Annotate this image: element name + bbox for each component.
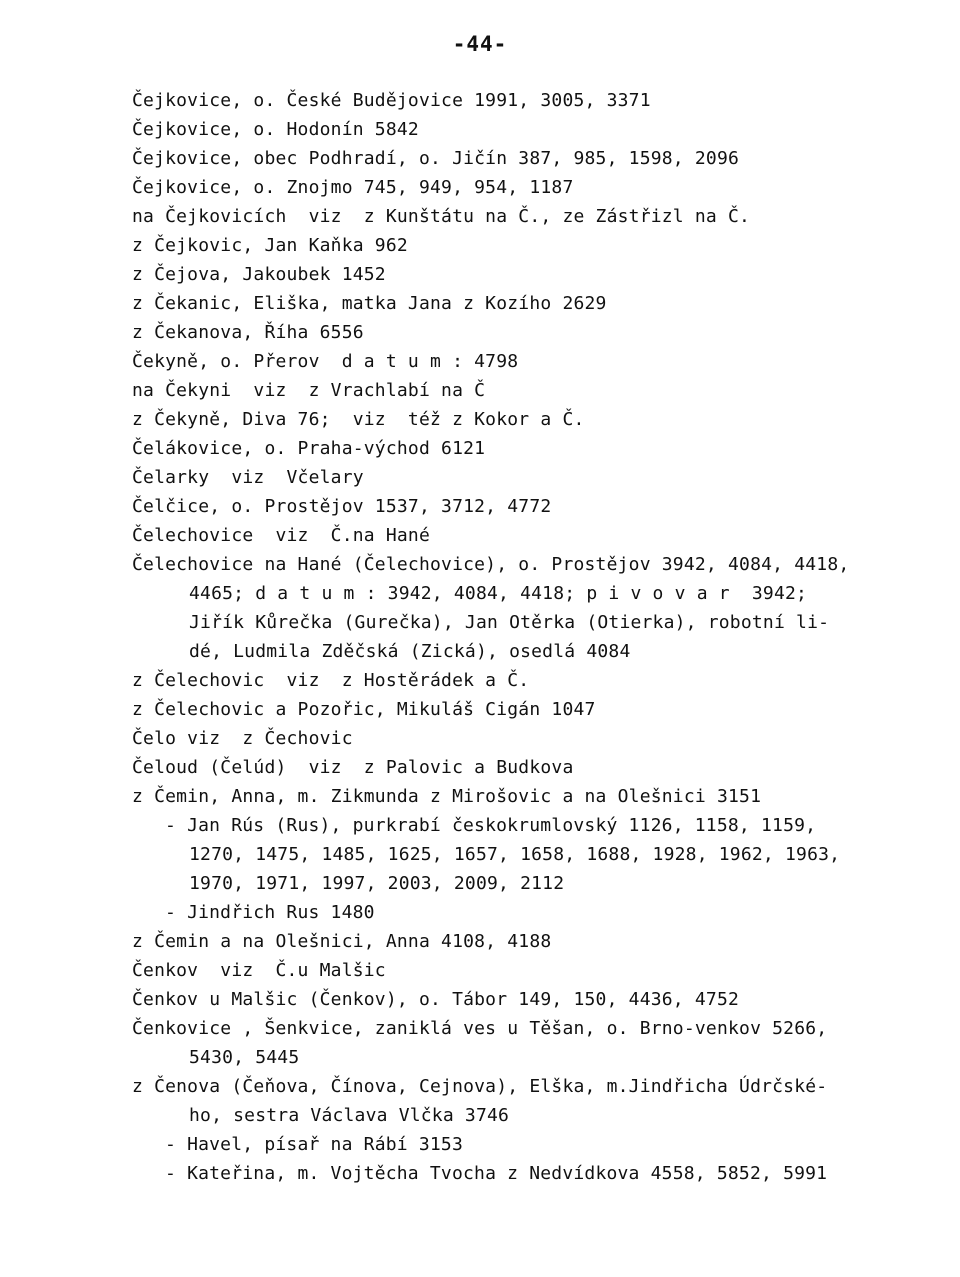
index-subentry: - Jan Rús (Rus), purkrabí českokrumlovský 1126, 1158, 1159, xyxy=(165,815,817,836)
index-entry: z Čejkovic, Jan Kaňka 962 xyxy=(132,235,408,256)
index-entry: na Čejkovicích viz z Kunštátu na Č., ze Zástřizl na Č. xyxy=(132,206,751,227)
index-entry: Čelechovice na Hané (Čelechovice), o. Prostějov 3942, 4084, 4418, xyxy=(132,554,850,575)
index-subentry: - Kateřina, m. Vojtěcha Tvocha z Nedvídkova 4558, 5852, 5991 xyxy=(165,1163,828,1184)
index-entry: Čejkovice, o. Hodonín 5842 xyxy=(132,119,419,140)
index-entry: z Čekanova, Říha 6556 xyxy=(132,322,364,343)
index-entry: z Čelechovic a Pozořic, Mikuláš Cigán 1047 xyxy=(132,699,596,720)
index-entry-continuation: dé, Ludmila Zděčská (Zická), osedlá 4084 xyxy=(189,641,631,662)
index-entry: z Čemin a na Olešnici, Anna 4108, 4188 xyxy=(132,931,552,952)
index-entry: na Čekyni viz z Vrachlabí na Č xyxy=(132,380,486,401)
index-entry-continuation: 5430, 5445 xyxy=(189,1047,300,1068)
index-entry: Čelákovice, o. Praha-východ 6121 xyxy=(132,438,486,459)
index-entry: Čejkovice, obec Podhradí, o. Jičín 387, 985, 1598, 2096 xyxy=(132,148,740,169)
index-entry: Čejkovice, o. Znojmo 745, 949, 954, 1187 xyxy=(132,177,574,198)
index-entry: z Čemin, Anna, m. Zikmunda z Mirošovic a na Olešnici 3151 xyxy=(132,786,762,807)
index-entry: z Čelechovic viz z Hostěrádek a Č. xyxy=(132,670,530,691)
index-entry: z Čekyně, Diva 76; viz též z Kokor a Č. xyxy=(132,409,585,430)
index-entry-continuation: 1970, 1971, 1997, 2003, 2009, 2112 xyxy=(189,873,565,894)
index-entry: Čelčice, o. Prostějov 1537, 3712, 4772 xyxy=(132,496,552,517)
index-subentry: - Havel, písař na Rábí 3153 xyxy=(165,1134,463,1155)
index-entry: Čekyně, o. Přerov d a t u m : 4798 xyxy=(132,351,519,372)
index-entry: Čenkovice , Šenkvice, zaniklá ves u Těšan, o. Brno-venkov 5266, xyxy=(132,1018,828,1039)
index-subentry: - Jindřich Rus 1480 xyxy=(165,902,375,923)
index-entry: z Čejova, Jakoubek 1452 xyxy=(132,264,386,285)
index-entry: Čelarky viz Včelary xyxy=(132,467,364,488)
index-entry: z Čenova (Čeňova, Čínova, Cejnova), Elška, m.Jindřicha Údrčské- xyxy=(132,1076,828,1097)
index-entry-continuation: 4465; d a t u m : 3942, 4084, 4418; p i v o v a r 3942; xyxy=(189,583,808,604)
index-entry: Čenkov viz Č.u Malšic xyxy=(132,960,386,981)
index-entry-continuation: 1270, 1475, 1485, 1625, 1657, 1658, 1688, 1928, 1962, 1963, xyxy=(189,844,841,865)
index-entry-continuation: Jiřík Kůrečka (Gurečka), Jan Otěrka (Otierka), robotní li- xyxy=(189,612,830,633)
index-entry: Čejkovice, o. České Budějovice 1991, 3005, 3371 xyxy=(132,90,651,111)
index-entry: z Čekanic, Eliška, matka Jana z Kozího 2629 xyxy=(132,293,607,314)
page-number: -44- xyxy=(452,32,508,56)
index-entries xyxy=(132,86,932,1188)
index-entry: Čeloud (Čelúd) viz z Palovic a Budkova xyxy=(132,757,574,778)
index-entry: Čenkov u Malšic (Čenkov), o. Tábor 149, 150, 4436, 4752 xyxy=(132,989,740,1010)
index-entry: Čelechovice viz Č.na Hané xyxy=(132,525,430,546)
index-entry-continuation: ho, sestra Václava Vlčka 3746 xyxy=(189,1105,510,1126)
index-entry: Čelo viz z Čechovic xyxy=(132,728,353,749)
